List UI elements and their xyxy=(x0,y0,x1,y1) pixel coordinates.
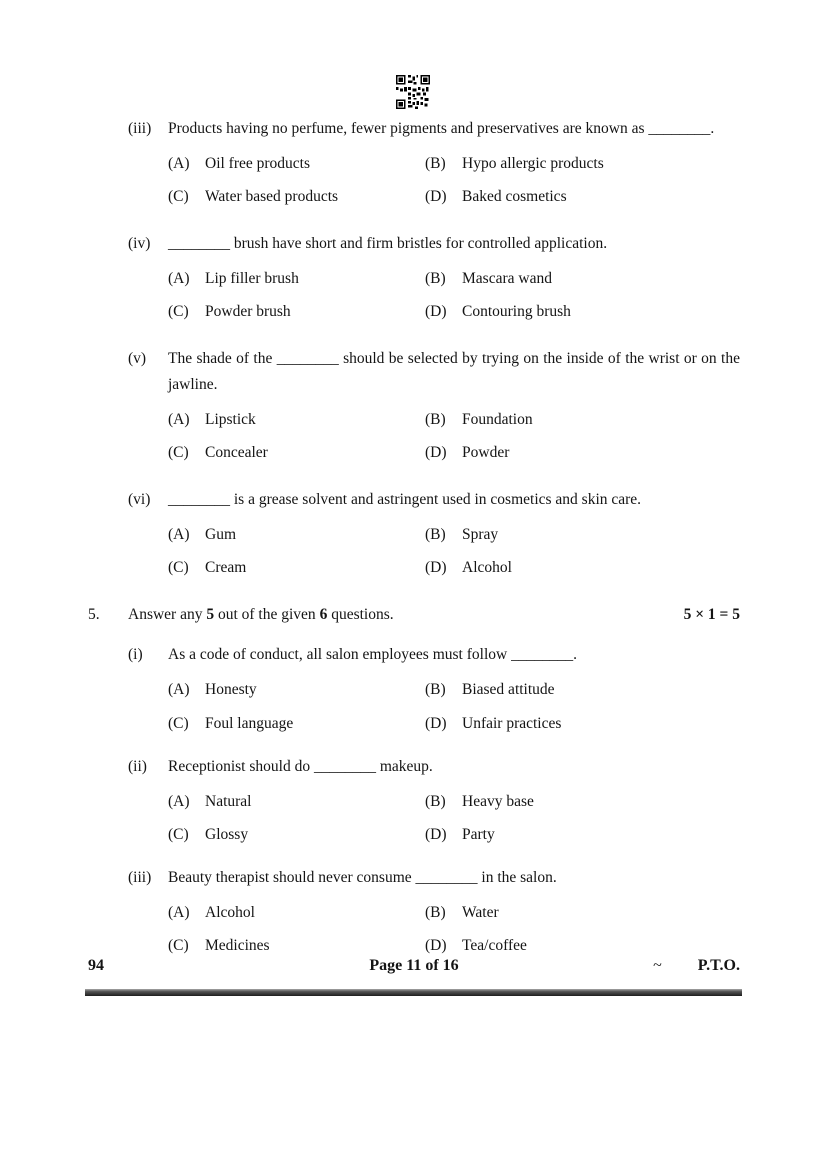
marks-scheme: 5 × 1 = 5 xyxy=(683,606,740,624)
option-label: (D) xyxy=(425,825,447,843)
question-number: (i) xyxy=(128,646,143,664)
option-text: Foul language xyxy=(205,714,294,732)
option-label: (B) xyxy=(425,270,446,288)
question-5-iii xyxy=(128,865,740,959)
question-number: 5. xyxy=(88,606,100,624)
option-text: Foundation xyxy=(462,411,533,429)
question-text-bold: 5 xyxy=(206,606,215,624)
bottom-rule xyxy=(85,989,742,996)
option-text: Gum xyxy=(205,526,236,544)
question-text: The shade of the ________ should be selected by trying on the inside of the wrist or on the jawline. xyxy=(168,350,740,394)
option-label: (D) xyxy=(425,444,447,462)
option-label: (A) xyxy=(168,792,190,810)
qr-code xyxy=(396,75,430,109)
pto-label: P.T.O. xyxy=(697,957,740,974)
option-label: (D) xyxy=(425,559,447,577)
option-text: Alcohol xyxy=(462,559,512,577)
option-label: (B) xyxy=(425,681,446,699)
option-label: (B) xyxy=(425,155,446,173)
option-text: Water based products xyxy=(205,188,339,206)
question-body xyxy=(168,865,740,959)
question-body xyxy=(168,116,740,210)
option-label: (A) xyxy=(168,681,190,699)
option-label: (B) xyxy=(425,526,446,544)
option-label: (B) xyxy=(425,792,446,810)
question-text: As a code of conduct, all salon employees must follow ________. xyxy=(168,646,577,664)
question-5-header xyxy=(128,602,740,628)
option-label: (C) xyxy=(168,714,189,732)
options-grid xyxy=(168,900,740,959)
footer-right-group xyxy=(653,957,740,975)
question-5 xyxy=(88,602,740,975)
option-text: Heavy base xyxy=(462,792,534,810)
question-number: (iii) xyxy=(128,868,152,886)
option-text: Biased attitude xyxy=(462,681,555,699)
option-text: Party xyxy=(462,825,495,843)
question-4-vi xyxy=(128,487,740,581)
question-area xyxy=(88,116,740,997)
page-footer xyxy=(88,957,740,981)
option-text: Glossy xyxy=(205,825,249,843)
question-body xyxy=(168,642,740,736)
option-label: (A) xyxy=(168,411,190,429)
option-label: (C) xyxy=(168,188,189,206)
option-label: (B) xyxy=(425,903,446,921)
option-label: (D) xyxy=(425,188,447,206)
question-body xyxy=(168,346,740,466)
question-text: ________ is a grease solvent and astringent used in cosmetics and skin care. xyxy=(168,491,642,509)
question-body xyxy=(168,754,740,848)
option-text: Cream xyxy=(205,559,247,577)
question-5-ii xyxy=(128,754,740,848)
option-label: (A) xyxy=(168,526,190,544)
question-body xyxy=(128,602,740,975)
option-text: Lip filler brush xyxy=(205,270,299,288)
option-text: Unfair practices xyxy=(462,714,562,732)
option-text: Spray xyxy=(462,526,499,544)
tilde-mark: ~ xyxy=(653,957,662,974)
question-4-iv xyxy=(128,231,740,325)
question-text-part: questions. xyxy=(327,606,394,624)
option-text: Medicines xyxy=(205,936,270,954)
question-text xyxy=(128,602,666,628)
question-number: (ii) xyxy=(128,757,147,775)
options-grid xyxy=(168,522,740,581)
option-text: Contouring brush xyxy=(462,303,571,321)
option-text: Alcohol xyxy=(205,903,255,921)
options-grid xyxy=(168,677,740,736)
option-label: (D) xyxy=(425,714,447,732)
question-text: ________ brush have short and firm bristles for controlled application. xyxy=(168,235,608,253)
paper-code: 94 xyxy=(88,957,104,974)
option-text: Concealer xyxy=(205,444,268,462)
question-body xyxy=(168,231,740,325)
question-5-i xyxy=(128,642,740,736)
option-text: Tea/coffee xyxy=(462,936,527,954)
option-label: (D) xyxy=(425,936,447,954)
option-text: Lipstick xyxy=(205,411,256,429)
question-text-part: out of the given xyxy=(214,606,320,624)
question-text: Products having no perfume, fewer pigments and preservatives are known as ________. xyxy=(168,120,715,137)
option-text: Oil free products xyxy=(205,155,311,173)
question-4-v xyxy=(128,346,740,466)
option-text: Natural xyxy=(205,792,252,810)
question-number: (vi) xyxy=(128,491,151,509)
option-text: Hypo allergic products xyxy=(462,155,604,173)
options-grid xyxy=(168,789,740,848)
options-grid xyxy=(168,151,740,210)
option-label: (C) xyxy=(168,559,189,577)
question-text: Receptionist should do ________ makeup. xyxy=(168,757,433,775)
question-text-part: Answer any xyxy=(128,606,207,624)
option-text: Powder brush xyxy=(205,303,291,321)
option-label: (A) xyxy=(168,903,190,921)
option-label: (A) xyxy=(168,270,190,288)
question-number: (iv) xyxy=(128,235,151,253)
option-label: (C) xyxy=(168,936,189,954)
option-label: (C) xyxy=(168,303,189,321)
option-label: (C) xyxy=(168,444,189,462)
options-grid xyxy=(168,266,740,325)
question-text: Beauty therapist should never consume ________ in the salon. xyxy=(168,868,557,886)
question-number: (iii) xyxy=(128,120,152,137)
option-label: (D) xyxy=(425,303,447,321)
question-number: (v) xyxy=(128,350,147,368)
question-4-iii xyxy=(128,116,740,210)
question-body xyxy=(168,487,740,581)
page-number: Page 11 of 16 xyxy=(369,957,459,974)
option-text: Honesty xyxy=(205,681,257,699)
question-text-bold: 6 xyxy=(319,606,328,624)
option-label: (B) xyxy=(425,411,446,429)
option-text: Mascara wand xyxy=(462,270,552,288)
question-5-subquestions xyxy=(128,642,740,958)
option-text: Water xyxy=(462,903,499,921)
options-grid xyxy=(168,407,740,466)
option-label: (C) xyxy=(168,825,189,843)
option-text: Baked cosmetics xyxy=(462,188,567,206)
option-text: Powder xyxy=(462,444,510,462)
option-label: (A) xyxy=(168,155,190,173)
qr-code-graphic xyxy=(396,75,430,109)
